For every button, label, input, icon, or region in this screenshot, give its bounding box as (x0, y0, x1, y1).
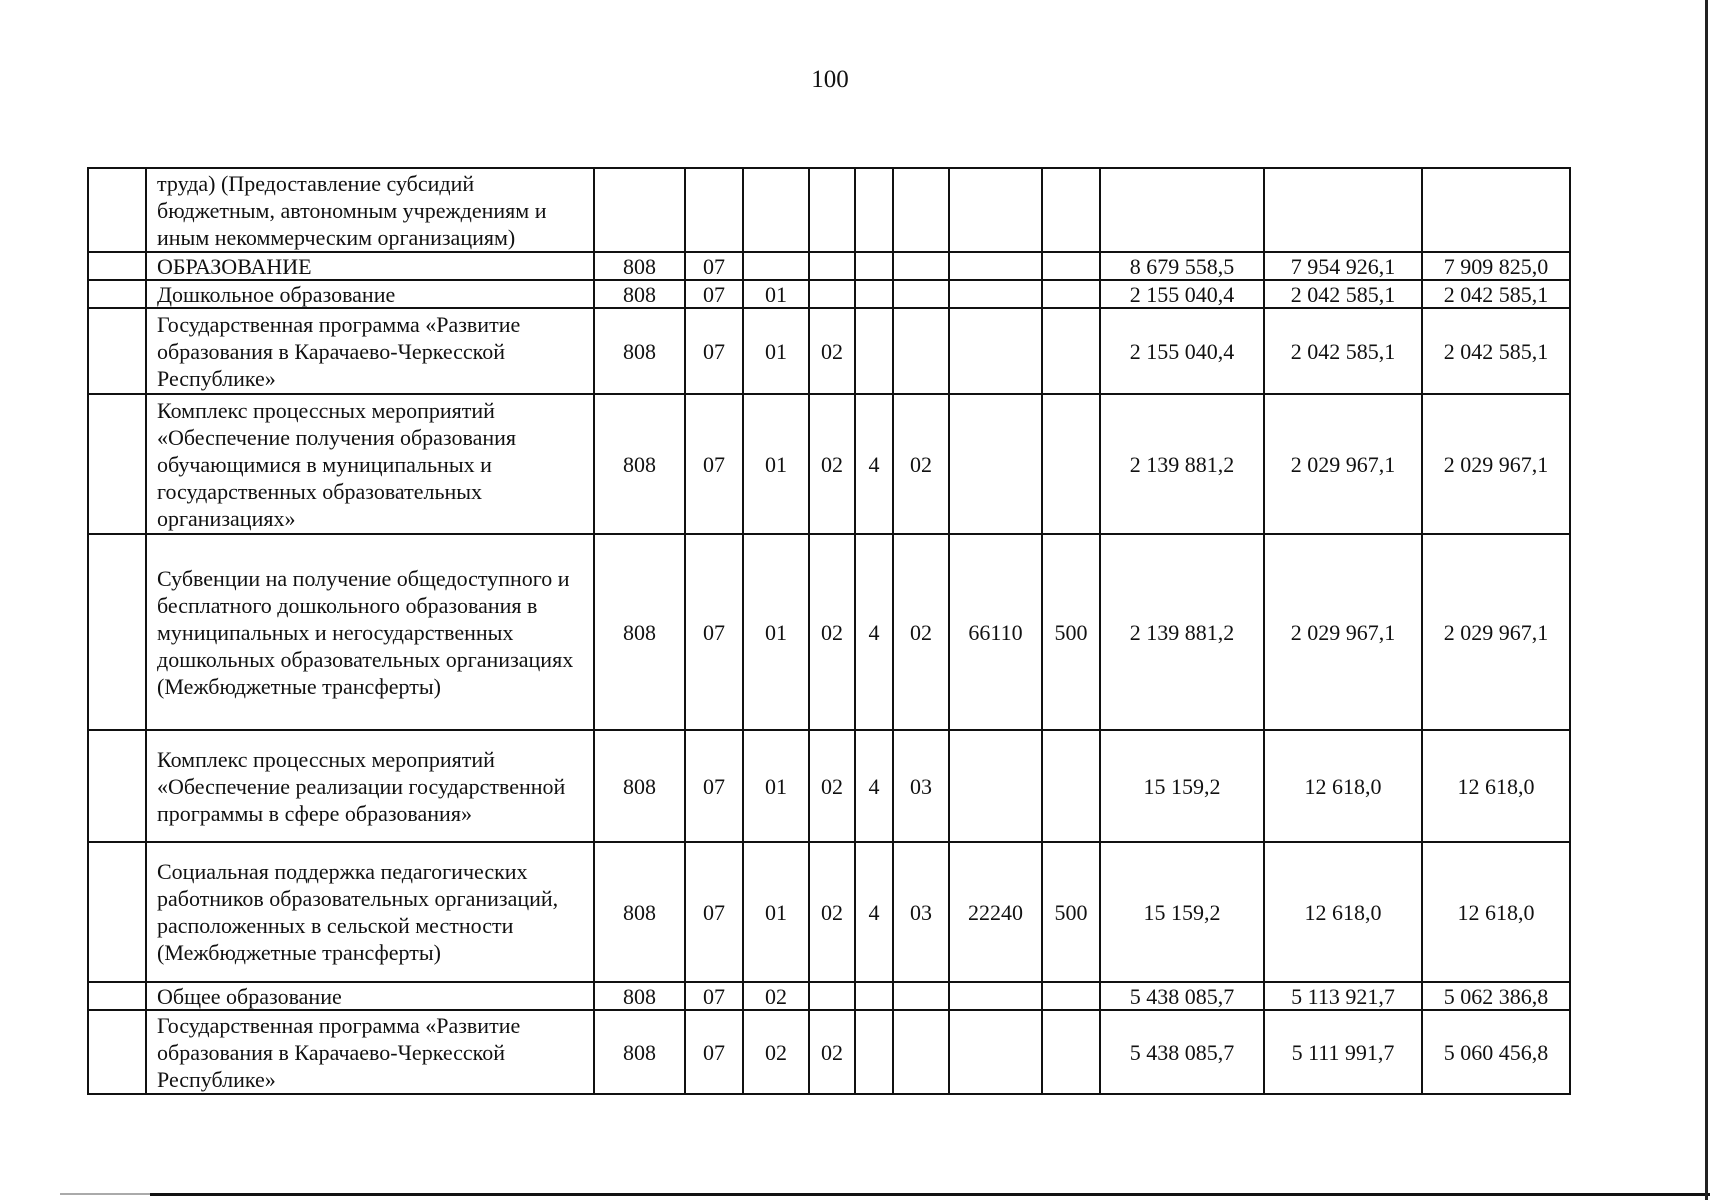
vr-cell: 500 (1042, 842, 1100, 982)
ved-cell: 808 (594, 394, 685, 534)
row-index-cell (88, 252, 146, 280)
rz-cell: 07 (685, 982, 743, 1010)
year2-amount: 2 042 585,1 (1264, 308, 1422, 394)
program-cell: 02 (809, 394, 855, 534)
year2-amount: 2 029 967,1 (1264, 394, 1422, 534)
year1-amount: 2 155 040,4 (1100, 308, 1264, 394)
type-cell (855, 308, 893, 394)
complex-cell (893, 280, 949, 308)
ved-cell: 808 (594, 982, 685, 1010)
vr-cell (1042, 730, 1100, 842)
table-row (88, 280, 1570, 308)
year1-amount: 15 159,2 (1100, 730, 1264, 842)
pr-cell: 01 (743, 280, 809, 308)
budget-table (87, 167, 1571, 1095)
year1-amount: 5 438 085,7 (1100, 1010, 1264, 1094)
program-cell: 02 (809, 1010, 855, 1094)
table-row (88, 252, 1570, 280)
complex-cell: 02 (893, 534, 949, 730)
rz-cell: 07 (685, 308, 743, 394)
ved-cell: 808 (594, 730, 685, 842)
year2-amount (1264, 168, 1422, 252)
complex-cell (893, 168, 949, 252)
vr-cell (1042, 394, 1100, 534)
pr-cell (743, 168, 809, 252)
row-name: Дошкольное образование (146, 280, 594, 308)
year2-amount: 12 618,0 (1264, 730, 1422, 842)
table-row (88, 168, 1570, 252)
row-index-cell (88, 280, 146, 308)
rz-cell (685, 168, 743, 252)
year1-amount (1100, 168, 1264, 252)
direction-cell: 22240 (949, 842, 1042, 982)
direction-cell (949, 168, 1042, 252)
row-index-cell (88, 842, 146, 982)
row-index-cell (88, 308, 146, 394)
year1-amount: 2 139 881,2 (1100, 534, 1264, 730)
year1-amount: 15 159,2 (1100, 842, 1264, 982)
scan-edge-right (1705, 0, 1708, 1200)
table-row (88, 982, 1570, 1010)
type-cell (855, 168, 893, 252)
table-row (88, 534, 1570, 730)
ved-cell: 808 (594, 280, 685, 308)
vr-cell (1042, 168, 1100, 252)
year2-amount: 7 954 926,1 (1264, 252, 1422, 280)
year3-amount: 7 909 825,0 (1422, 252, 1570, 280)
complex-cell (893, 982, 949, 1010)
row-index-cell (88, 168, 146, 252)
direction-cell (949, 280, 1042, 308)
year1-amount: 2 139 881,2 (1100, 394, 1264, 534)
direction-cell (949, 1010, 1042, 1094)
type-cell: 4 (855, 394, 893, 534)
rz-cell: 07 (685, 280, 743, 308)
ved-cell: 808 (594, 534, 685, 730)
row-index-cell (88, 982, 146, 1010)
ved-cell: 808 (594, 1010, 685, 1094)
row-name: Комплекс процессных мероприятий «Обеспечение реализации государственной программы в сфере образования» (146, 730, 594, 842)
table-row (88, 308, 1570, 394)
row-name: ОБРАЗОВАНИЕ (146, 252, 594, 280)
pr-cell: 02 (743, 1010, 809, 1094)
year1-amount: 8 679 558,5 (1100, 252, 1264, 280)
type-cell: 4 (855, 534, 893, 730)
ved-cell (594, 168, 685, 252)
year2-amount: 5 113 921,7 (1264, 982, 1422, 1010)
scan-edge-bottom (150, 1193, 1710, 1196)
complex-cell (893, 252, 949, 280)
program-cell: 02 (809, 730, 855, 842)
direction-cell (949, 730, 1042, 842)
year3-amount: 2 042 585,1 (1422, 280, 1570, 308)
program-cell (809, 982, 855, 1010)
type-cell (855, 280, 893, 308)
year2-amount: 5 111 991,7 (1264, 1010, 1422, 1094)
direction-cell (949, 982, 1042, 1010)
rz-cell: 07 (685, 394, 743, 534)
row-index-cell (88, 534, 146, 730)
pr-cell: 01 (743, 394, 809, 534)
year2-amount: 12 618,0 (1264, 842, 1422, 982)
year3-amount: 12 618,0 (1422, 730, 1570, 842)
row-name: труда) (Предоставление субсидий бюджетным, автономным учреждениям и иным некоммерческим организациям) (146, 168, 594, 252)
rz-cell: 07 (685, 730, 743, 842)
complex-cell: 03 (893, 842, 949, 982)
vr-cell (1042, 1010, 1100, 1094)
ved-cell: 808 (594, 252, 685, 280)
complex-cell (893, 308, 949, 394)
pr-cell: 02 (743, 982, 809, 1010)
rz-cell: 07 (685, 1010, 743, 1094)
vr-cell (1042, 280, 1100, 308)
vr-cell (1042, 982, 1100, 1010)
page-number: 100 (811, 66, 849, 93)
type-cell: 4 (855, 730, 893, 842)
complex-cell: 02 (893, 394, 949, 534)
program-cell (809, 280, 855, 308)
rz-cell: 07 (685, 842, 743, 982)
year1-amount: 2 155 040,4 (1100, 280, 1264, 308)
rz-cell: 07 (685, 534, 743, 730)
pr-cell: 01 (743, 308, 809, 394)
row-index-cell (88, 394, 146, 534)
ved-cell: 808 (594, 308, 685, 394)
ved-cell: 808 (594, 842, 685, 982)
row-name: Субвенции на получение общедоступного и бесплатного дошкольного образования в муниципальных и негосударственных дошкольных образовательных организациях (Межбюджетные трансферты) (146, 534, 594, 730)
type-cell (855, 1010, 893, 1094)
pr-cell (743, 252, 809, 280)
year3-amount: 12 618,0 (1422, 842, 1570, 982)
row-index-cell (88, 1010, 146, 1094)
type-cell (855, 252, 893, 280)
complex-cell (893, 1010, 949, 1094)
scan-edge-faint (60, 1193, 150, 1195)
program-cell: 02 (809, 534, 855, 730)
vr-cell (1042, 308, 1100, 394)
vr-cell (1042, 252, 1100, 280)
row-name: Социальная поддержка педагогических работников образовательных организаций, расположенных в сельской местности (Межбюджетные трансферты) (146, 842, 594, 982)
year3-amount: 5 060 456,8 (1422, 1010, 1570, 1094)
year3-amount: 2 029 967,1 (1422, 394, 1570, 534)
year1-amount: 5 438 085,7 (1100, 982, 1264, 1010)
pr-cell: 01 (743, 534, 809, 730)
table-row (88, 394, 1570, 534)
year2-amount: 2 029 967,1 (1264, 534, 1422, 730)
program-cell (809, 252, 855, 280)
year3-amount: 2 029 967,1 (1422, 534, 1570, 730)
pr-cell: 01 (743, 730, 809, 842)
type-cell (855, 982, 893, 1010)
year3-amount (1422, 168, 1570, 252)
row-name: Комплекс процессных мероприятий «Обеспечение получения образования обучающимися в муниципальных и государственных образовательных организациях» (146, 394, 594, 534)
direction-cell (949, 308, 1042, 394)
direction-cell (949, 252, 1042, 280)
rz-cell: 07 (685, 252, 743, 280)
row-name: Государственная программа «Развитие образования в Карачаево-Черкесской Республике» (146, 308, 594, 394)
year3-amount: 2 042 585,1 (1422, 308, 1570, 394)
direction-cell: 66110 (949, 534, 1042, 730)
type-cell: 4 (855, 842, 893, 982)
vr-cell: 500 (1042, 534, 1100, 730)
table-row (88, 842, 1570, 982)
year2-amount: 2 042 585,1 (1264, 280, 1422, 308)
table-row (88, 730, 1570, 842)
row-name: Общее образование (146, 982, 594, 1010)
direction-cell (949, 394, 1042, 534)
program-cell: 02 (809, 842, 855, 982)
row-name: Государственная программа «Развитие образования в Карачаево-Черкесской Республике» (146, 1010, 594, 1094)
pr-cell: 01 (743, 842, 809, 982)
year3-amount: 5 062 386,8 (1422, 982, 1570, 1010)
program-cell (809, 168, 855, 252)
row-index-cell (88, 730, 146, 842)
table-row (88, 1010, 1570, 1094)
complex-cell: 03 (893, 730, 949, 842)
program-cell: 02 (809, 308, 855, 394)
